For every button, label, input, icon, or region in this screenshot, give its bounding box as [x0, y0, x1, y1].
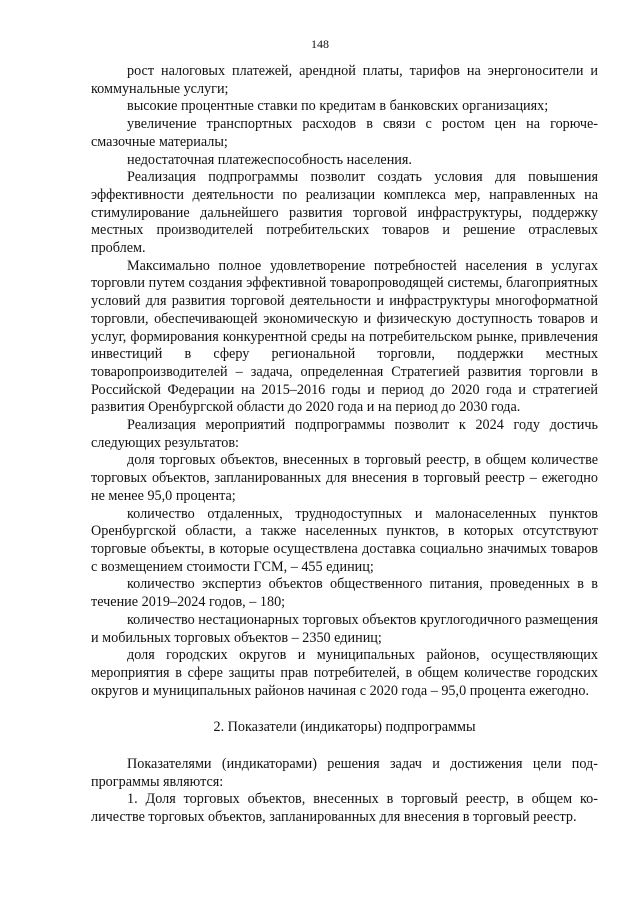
paragraph-result-remote-settlements: количество отдаленных, труднодоступных и малонаселенных пунктов Оренбургской области, а также населенных пунктов, в которых отсутствуют торговые объекты, в которые осуществлена доставка социально значимых товаров с возмещением стоимости ГСМ, – 455 единиц; [91, 505, 598, 575]
paragraph-list-item-solvency: недостаточная платежеспособность населения. [127, 151, 412, 168]
paragraph-result-catering-expertise: количество экспертиз объектов общественного питания, проведенных в в течение 2019–2024 годов, – 180; [91, 576, 598, 611]
paragraph-indicators-intro: Показателями (индикаторами) решения задач и достижения цели подпрограммы являются: [91, 756, 598, 790]
paragraph-strategy: Максимально полное удовлетворение потребностей населения в услугах торговли путем создания эффективной товаропроводящей системы, благоприятных условий для развития торговой деятельности и инфраструктуры многоформатной торговли, обеспечивающей экономическую и физическую доступность товаров и услуг, формирования конкурентной среды на потребительском рынке, привлечения инвестиций в сферу региональной торговли, поддержки местных товаропроизводителей – задача, определенная Стратегией развития торговли в Российской Федерации на 2015–2016 годы и период до 2020 года и стратегией развития Оренбургской области до 2020 года и на период до 2030 года. [91, 257, 598, 416]
page-number: 148 [311, 37, 329, 51]
section-heading: 2. Показатели (индикаторы) подпрограммы [213, 719, 476, 736]
paragraph-list-item-interest-rates: высокие процентные ставки по кредитам в банковских организациях; [127, 98, 549, 115]
paragraph-result-registry-share: доля торговых объектов, внесенных в торговый реестр, в общем количестве торговых объектов, запланированных для внесения в торговый реестр – ежегодно не менее 95,0 процента; [91, 452, 598, 504]
paragraph-result-mobile-objects: количество нестационарных торговых объектов круглогодичного размещения и мобильных торговых объектов – 2350 единиц; [91, 611, 598, 646]
paragraph-list-item-taxes: рост налоговых платежей, арендной платы, тарифов на энергоносители и коммунальные услуги; [91, 63, 598, 97]
paragraph-subprogram-goals: Реализация подпрограммы позволит создать условия для повышения эффективности деятельности по реализации комплекса мер, направленных на стимулирование дальнейшего развития торговой инфраструктуры, поддержку местных производителей потребительских товаров и решение отраслевых проблем. [91, 169, 598, 257]
paragraph-indicator-1: 1. Доля торговых объектов, внесенных в торговый реестр, в общем количестве торговых объектов, запланированных для внесения в торговый реестр. [91, 791, 598, 826]
document-body [91, 63, 598, 827]
paragraph-expected-results-intro: Реализация мероприятий подпрограммы позволит к 2024 году достичь следующих результатов: [91, 417, 598, 451]
paragraph-list-item-transport-costs: увеличение транспортных расходов в связи с ростом цен на горючесмазочные материалы; [91, 116, 598, 150]
paragraph-result-consumer-protection: доля городских округов и муниципальных районов, осуществляющих мероприятия в сфере защиты прав потребителей, в общем количестве городских округов и муниципальных районов начиная с 2020 года – 95,0 процента ежегодно. [91, 647, 598, 699]
